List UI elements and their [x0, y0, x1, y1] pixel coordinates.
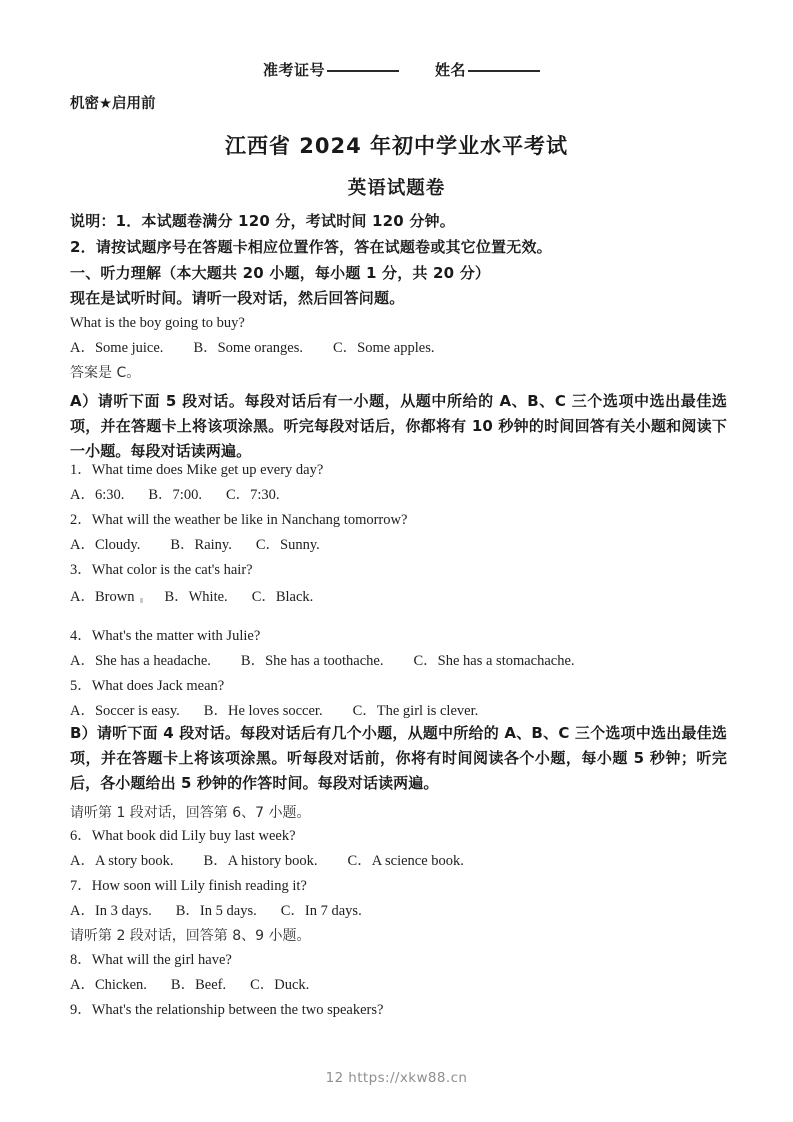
question-8-options — [70, 978, 309, 993]
question-8-option-c[interactable]: C．Duck. — [250, 977, 310, 993]
question-7-option-c[interactable]: C．In 7 days. — [280, 903, 362, 919]
question-3-number: 3． — [70, 562, 92, 578]
dialog-note-1: 请听第 1 段对话，回答第 6、7 小题。 — [70, 805, 311, 821]
question-6-options — [70, 854, 464, 869]
question-2-number: 2． — [70, 512, 92, 528]
exam-header-fields — [263, 59, 540, 80]
question-9-number: 9． — [70, 1002, 92, 1018]
subject-title: 英语试题卷 — [347, 178, 446, 199]
question-3-option-c[interactable]: C．Black. — [251, 589, 314, 605]
question-5-text: 5．What does Jack mean? — [70, 678, 225, 694]
sample-question: What is the boy going to buy? — [70, 315, 245, 331]
question-2-options — [70, 538, 320, 553]
scan-artifact-speck — [140, 598, 143, 603]
question-2-option-a[interactable]: A．Cloudy. — [70, 537, 141, 553]
question-7-option-b[interactable]: B．In 5 days. — [175, 903, 257, 919]
question-1-options — [70, 488, 280, 503]
question-5-option-a[interactable]: A．Soccer is easy. — [70, 703, 180, 719]
admission-number-blank[interactable] — [327, 70, 399, 72]
confidential-notice: 机密★启用前 — [70, 96, 156, 112]
part-b-directions: B）请听下面 4 段对话。每段对话后有几个小题，从题中所给的 A、B、C 三个选项中选出最佳选项，并在答题卡上将该项涂黑。听每段对话前，你将有时间阅读各个小题，每小题 5 秒钟；听完后，各小题给出 5 秒钟的作答时间。每段对话读两遍。 — [70, 724, 727, 792]
question-2-option-c[interactable]: C．Sunny. — [255, 537, 320, 553]
sample-options — [70, 341, 434, 356]
name-blank[interactable] — [468, 70, 540, 72]
question-6-number: 6． — [70, 828, 92, 844]
question-6-option-c[interactable]: C．A science book. — [347, 853, 464, 869]
question-4-text: 4．What's the matter with Julie? — [70, 628, 261, 644]
question-2-text: 2．What will the weather be like in Nanchang tomorrow? — [70, 512, 408, 528]
instruction-line-2: 2．请按试题序号在答题卡相应位置作答，答在试题卷或其它位置无效。 — [70, 238, 552, 256]
question-7-number: 7． — [70, 878, 92, 894]
question-5-number: 5． — [70, 678, 92, 694]
question-4-option-b[interactable]: B．She has a toothache. — [240, 653, 384, 669]
question-9-text: 9．What's the relationship between the two speakers? — [70, 1002, 384, 1018]
question-5-option-c[interactable]: C．The girl is clever. — [352, 703, 479, 719]
question-4-number: 4． — [70, 628, 92, 644]
dialog-note-2: 请听第 2 段对话，回答第 8、9 小题。 — [70, 928, 311, 944]
question-8-number: 8． — [70, 952, 92, 968]
sample-answer: 答案是 C。 — [70, 365, 141, 381]
question-1-number: 1． — [70, 462, 92, 478]
question-6-text: 6．What book did Lily buy last week? — [70, 828, 296, 844]
name-label: 姓名 — [435, 61, 467, 79]
question-1-option-b[interactable]: B．7:00. — [148, 487, 202, 503]
question-8-text: 8．What will the girl have? — [70, 952, 232, 968]
sample-option-b[interactable]: B．Some oranges. — [193, 340, 303, 356]
instruction-line-1: 说明：1．本试题卷满分 120 分，考试时间 120 分钟。 — [70, 212, 455, 230]
question-6-option-b[interactable]: B．A history book. — [203, 853, 318, 869]
question-3-text: 3．What color is the cat's hair? — [70, 562, 253, 578]
question-7-options — [70, 904, 362, 919]
question-3-option-b[interactable]: B．White. — [164, 589, 228, 605]
question-1-text: 1．What time does Mike get up every day? — [70, 462, 324, 478]
question-6-option-a[interactable]: A．A story book. — [70, 853, 174, 869]
sample-option-c[interactable]: C．Some apples. — [332, 340, 435, 356]
admission-number-label: 准考证号 — [263, 61, 326, 79]
section-one-heading: 一、听力理解（本大题共 20 小题，每小题 1 分，共 20 分） — [70, 264, 491, 282]
part-a-directions: A）请听下面 5 段对话。每段对话后有一小题，从题中所给的 A、B、C 三个选项中选出最佳选项，并在答题卡上将该项涂黑。听完每段对话后，你都将有 10 秒钟的时间回答有关小题和阅读下一小题。每段对话读两遍。 — [70, 392, 727, 460]
question-4-options — [70, 654, 575, 669]
sample-option-a[interactable]: A．Some juice. — [70, 340, 164, 356]
question-5-option-b[interactable]: B．He loves soccer. — [203, 703, 323, 719]
question-7-text: 7．How soon will Lily finish reading it? — [70, 878, 307, 894]
question-3-options — [70, 590, 313, 605]
question-5-options — [70, 704, 478, 719]
question-4-option-c[interactable]: C．She has a stomachache. — [413, 653, 575, 669]
question-4-option-a[interactable]: A．She has a headache. — [70, 653, 211, 669]
question-8-option-b[interactable]: B．Beef. — [170, 977, 227, 993]
footer-watermark: 12 https://xkw88.cn — [325, 1070, 468, 1086]
question-1-option-a[interactable]: A．6:30. — [70, 487, 125, 503]
question-7-option-a[interactable]: A．In 3 days. — [70, 903, 152, 919]
page-title: 江西省 2024 年初中学业水平考试 — [224, 134, 569, 158]
question-2-option-b[interactable]: B．Rainy. — [170, 537, 232, 553]
trial-listening-note: 现在是试听时间。请听一段对话，然后回答问题。 — [70, 289, 405, 307]
question-3-option-a[interactable]: A．Brown — [70, 589, 135, 605]
question-8-option-a[interactable]: A．Chicken. — [70, 977, 147, 993]
question-1-option-c[interactable]: C．7:30. — [225, 487, 280, 503]
